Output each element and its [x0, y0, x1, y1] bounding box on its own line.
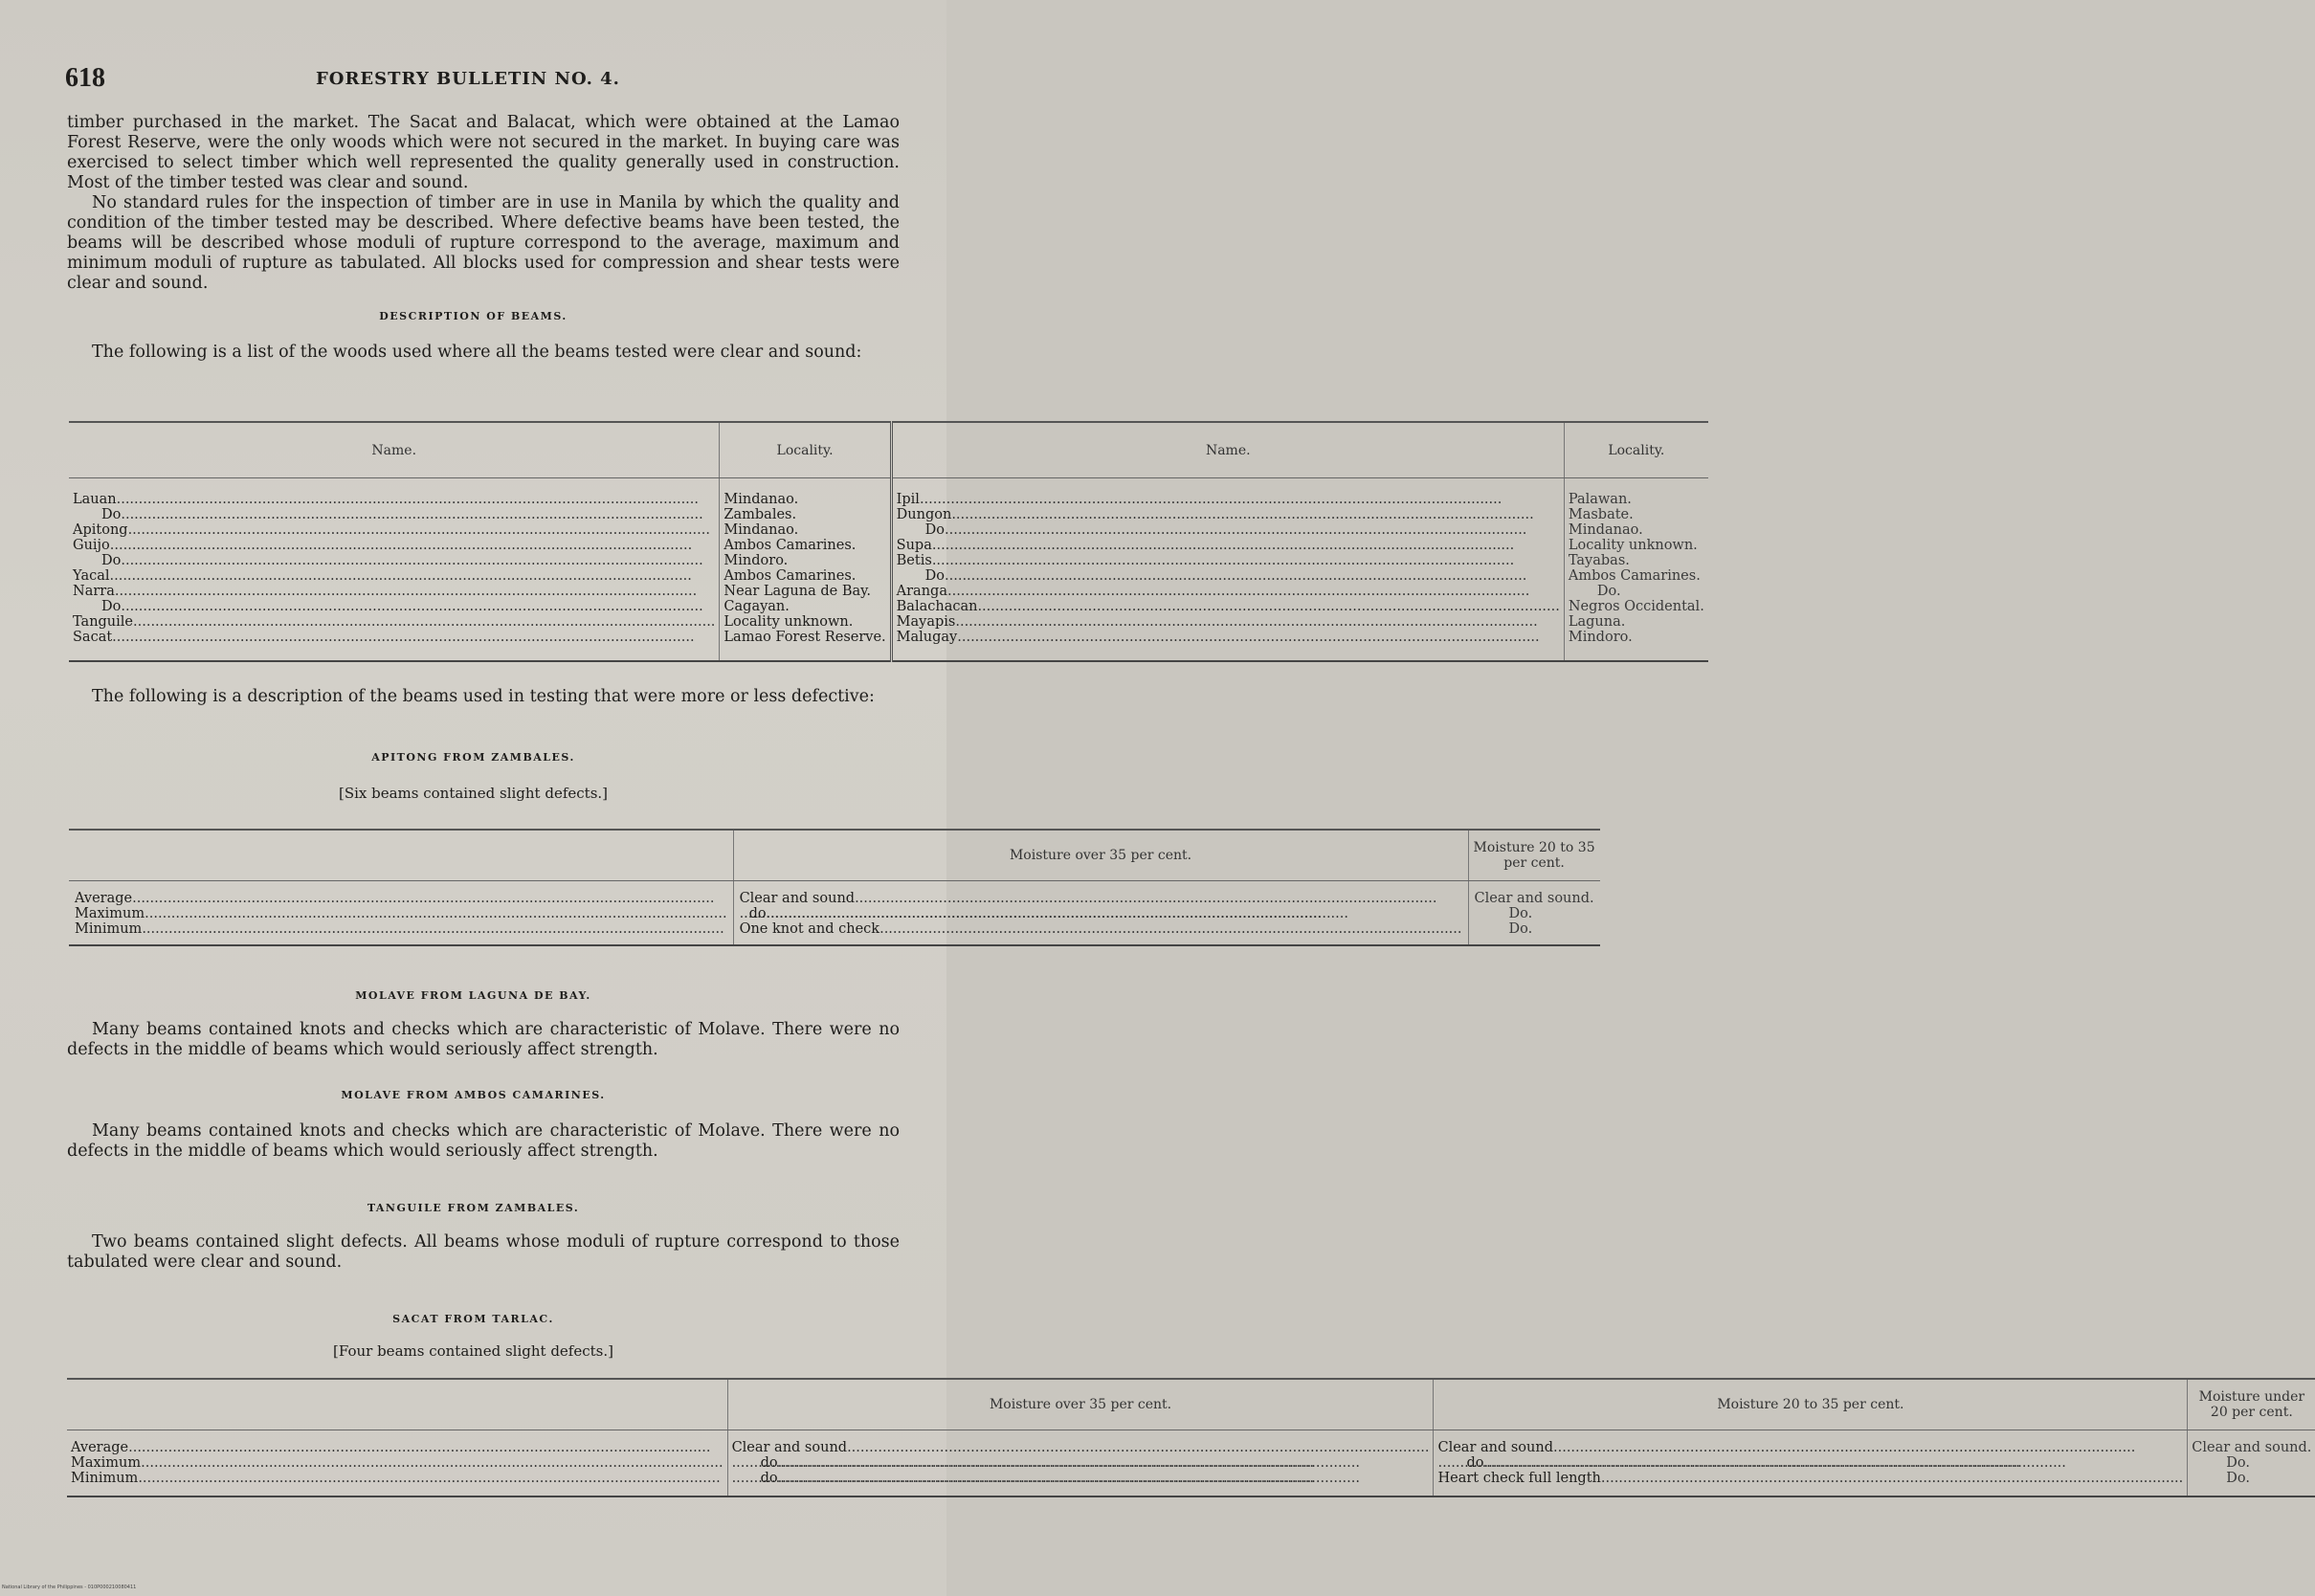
- locality: Mindanao.: [1568, 522, 1643, 538]
- library-footer-tag: National Library of the Philippines - 010P000210080411: [2, 1585, 137, 1590]
- row-label: Minimum .....: [75, 921, 727, 937]
- tanguile-heading: TANGUILE FROM ZAMBALES.: [367, 1202, 580, 1214]
- cell-value: Heart check full length .....: [1437, 1471, 2183, 1486]
- wood-name: Guijo .....: [73, 538, 715, 553]
- col-header-locality-left: Locality.: [720, 422, 891, 478]
- locality: Laguna.: [1568, 614, 1626, 630]
- row-label: Average .....: [75, 891, 727, 906]
- wood-name: Malugay .....: [897, 630, 1560, 645]
- locality: Mindanao.: [723, 522, 799, 538]
- wood-name: Mayapis .....: [897, 614, 1560, 630]
- cell-value: One knot and check .....: [740, 921, 1462, 937]
- wood-name: Dungon .....: [897, 507, 1560, 522]
- locality: Zambales.: [723, 507, 797, 522]
- page-number: 618: [65, 63, 105, 93]
- cell-value: Do.: [1508, 906, 1533, 921]
- defective-intro: The following is a description of the beams used in testing that were more or less defective:: [92, 687, 875, 706]
- col-header-name-left: Name.: [69, 422, 720, 478]
- col-header-blank: [67, 1379, 727, 1430]
- intro-paragraph-2: No standard rules for the inspection of timber are in use in Manila by which the quality and condition of the timber tested may be described. Where defective beams have been tested, the beams will be described whose moduli of rupture correspond to the average, maximum and minimum moduli of rupture as tabulated. All blocks used for compression and shear tests were clear and sound.: [67, 193, 900, 293]
- intro-paragraph-1: timber purchased in the market. The Sacat and Balacat, which were obtained at the Lamao Forest Reserve, were the only woods which were not secured in the market. In buying care was exercised to select timber which well represented the quality generally used in construction. Most of the timber tested was clear and sound.: [67, 113, 900, 192]
- row-labels: [69, 881, 733, 946]
- cell-value: Clear and sound.: [2192, 1440, 2312, 1455]
- locality: Masbate.: [1568, 507, 1634, 522]
- wood-name: Balachacan .....: [897, 599, 1560, 614]
- locality: Do.: [1596, 584, 1621, 599]
- apitong-table-header: [69, 830, 1600, 881]
- tanguile-text: Two beams contained slight defects. All beams whose moduli of rupture correspond to those tabulated were clear and sound.: [67, 1232, 900, 1272]
- wood-name: Do .....: [73, 553, 715, 568]
- locality: Lamao Forest Reserve.: [723, 630, 886, 645]
- locality: Ambos Camarines.: [723, 538, 857, 553]
- locality: Ambos Camarines.: [1568, 568, 1701, 584]
- col-header-locality-right: Locality.: [1564, 422, 1707, 478]
- molave-ambos-text: Many beams contained knots and checks which are characteristic of Molave. There were no defects in the middle of beams which would seriously affect strength.: [67, 1121, 900, 1161]
- sacat-table-body: [67, 1430, 2315, 1497]
- locality: Negros Occidental.: [1568, 599, 1704, 614]
- page-header: [65, 63, 898, 101]
- running-title: FORESTRY BULLETIN NO. 4.: [316, 69, 620, 89]
- apitong-heading: APITONG FROM ZAMBALES.: [371, 751, 575, 764]
- col-header-moisture-under-20: Moisture under 20 per cent.: [2188, 1379, 2315, 1430]
- cell-value: ..... do .....: [732, 1471, 1430, 1486]
- row-label: Minimum .....: [71, 1471, 723, 1486]
- wood-name: Supa .....: [897, 538, 1560, 553]
- molave-laguna-text: Many beams contained knots and checks which are characteristic of Molave. There were no defects in the middle of beams which would seriously affect strength.: [67, 1020, 900, 1059]
- col-header-moisture-over-35: Moisture over 35 per cent.: [727, 1379, 1434, 1430]
- cell-value: ..... do .....: [732, 1455, 1430, 1471]
- left-localities-column: [720, 478, 891, 662]
- wood-name: Sacat .....: [73, 630, 715, 645]
- locality: Ambos Camarines.: [723, 568, 857, 584]
- wood-name: Lauan .....: [73, 492, 715, 507]
- cell-value: Clear and sound .....: [732, 1440, 1430, 1455]
- col-header-name-right: Name.: [891, 422, 1564, 478]
- molave-laguna-heading: MOLAVE FROM LAGUNA DE BAY.: [355, 989, 591, 1002]
- apitong-table: [69, 829, 1600, 946]
- sacat-note: [Four beams contained slight defects.]: [333, 1342, 613, 1360]
- row-label: Maximum .....: [71, 1455, 723, 1471]
- left-names-column: [69, 478, 720, 662]
- description-of-beams-heading: DESCRIPTION OF BEAMS.: [379, 310, 568, 322]
- wood-name: Narra .....: [73, 584, 715, 599]
- cell-value: ..... do .....: [1437, 1455, 2183, 1471]
- moisture-under-20-column: [2188, 1430, 2315, 1497]
- wood-name: Do .....: [73, 599, 715, 614]
- locality: Mindoro.: [723, 553, 789, 568]
- moisture-20-35-column: [1434, 1430, 2188, 1497]
- right-names-column: [891, 478, 1564, 662]
- sacat-table-header: [67, 1379, 2315, 1430]
- wood-name: Do .....: [897, 568, 1560, 584]
- cell-value: Do.: [1508, 921, 1533, 937]
- wood-name: Yacal .....: [73, 568, 715, 584]
- intro-text: [67, 113, 900, 294]
- wood-name: Tanguile .....: [73, 614, 715, 630]
- cell-value: ..... do .....: [740, 906, 1462, 921]
- row-label: Average .....: [71, 1440, 723, 1455]
- row-label: Maximum .....: [75, 906, 727, 921]
- cell-value: Do.: [2226, 1455, 2250, 1471]
- wood-name: Ipil .....: [897, 492, 1560, 507]
- locality: Mindanao.: [723, 492, 799, 507]
- cell-value: Clear and sound .....: [1437, 1440, 2183, 1455]
- woods-table: [69, 421, 1708, 662]
- apitong-note: [Six beams contained slight defects.]: [338, 785, 609, 802]
- cell-value: Clear and sound.: [1474, 891, 1594, 906]
- moisture-over-35-column: [733, 881, 1468, 946]
- locality: Mindoro.: [1568, 630, 1633, 645]
- right-localities-column: [1564, 478, 1707, 662]
- col-header-moisture-20-35: Moisture 20 to 35 per cent.: [1434, 1379, 2188, 1430]
- cell-value: Clear and sound .....: [740, 891, 1462, 906]
- locality: Locality unknown.: [723, 614, 854, 630]
- clear-woods-intro: The following is a list of the woods used where all the beams tested were clear and sound:: [92, 343, 862, 362]
- sacat-table: [67, 1378, 2315, 1497]
- wood-name: Betis .....: [897, 553, 1560, 568]
- locality: Locality unknown.: [1568, 538, 1698, 553]
- apitong-table-body: [69, 881, 1600, 946]
- col-header-blank: [69, 830, 733, 881]
- sacat-heading: SACAT FROM TARLAC.: [392, 1313, 554, 1325]
- wood-name: Apitong .....: [73, 522, 715, 538]
- woods-table-body: [69, 478, 1708, 662]
- locality: Near Laguna de Bay.: [723, 584, 872, 599]
- molave-ambos-heading: MOLAVE FROM AMBOS CAMARINES.: [341, 1089, 606, 1101]
- col-header-moisture-20-35: Moisture 20 to 35 per cent.: [1468, 830, 1600, 881]
- moisture-20-35-column: [1468, 881, 1600, 946]
- row-labels: [67, 1430, 727, 1497]
- col-header-moisture-over-35: Moisture over 35 per cent.: [733, 830, 1468, 881]
- locality: Cagayan.: [723, 599, 790, 614]
- wood-name: Aranga .....: [897, 584, 1560, 599]
- locality: Tayabas.: [1568, 553, 1630, 568]
- cell-value: Do.: [2226, 1471, 2250, 1486]
- moisture-over-35-column: [727, 1430, 1434, 1497]
- locality: Palawan.: [1568, 492, 1632, 507]
- wood-name: Do .....: [897, 522, 1560, 538]
- wood-name: Do .....: [73, 507, 715, 522]
- woods-table-header: [69, 422, 1708, 478]
